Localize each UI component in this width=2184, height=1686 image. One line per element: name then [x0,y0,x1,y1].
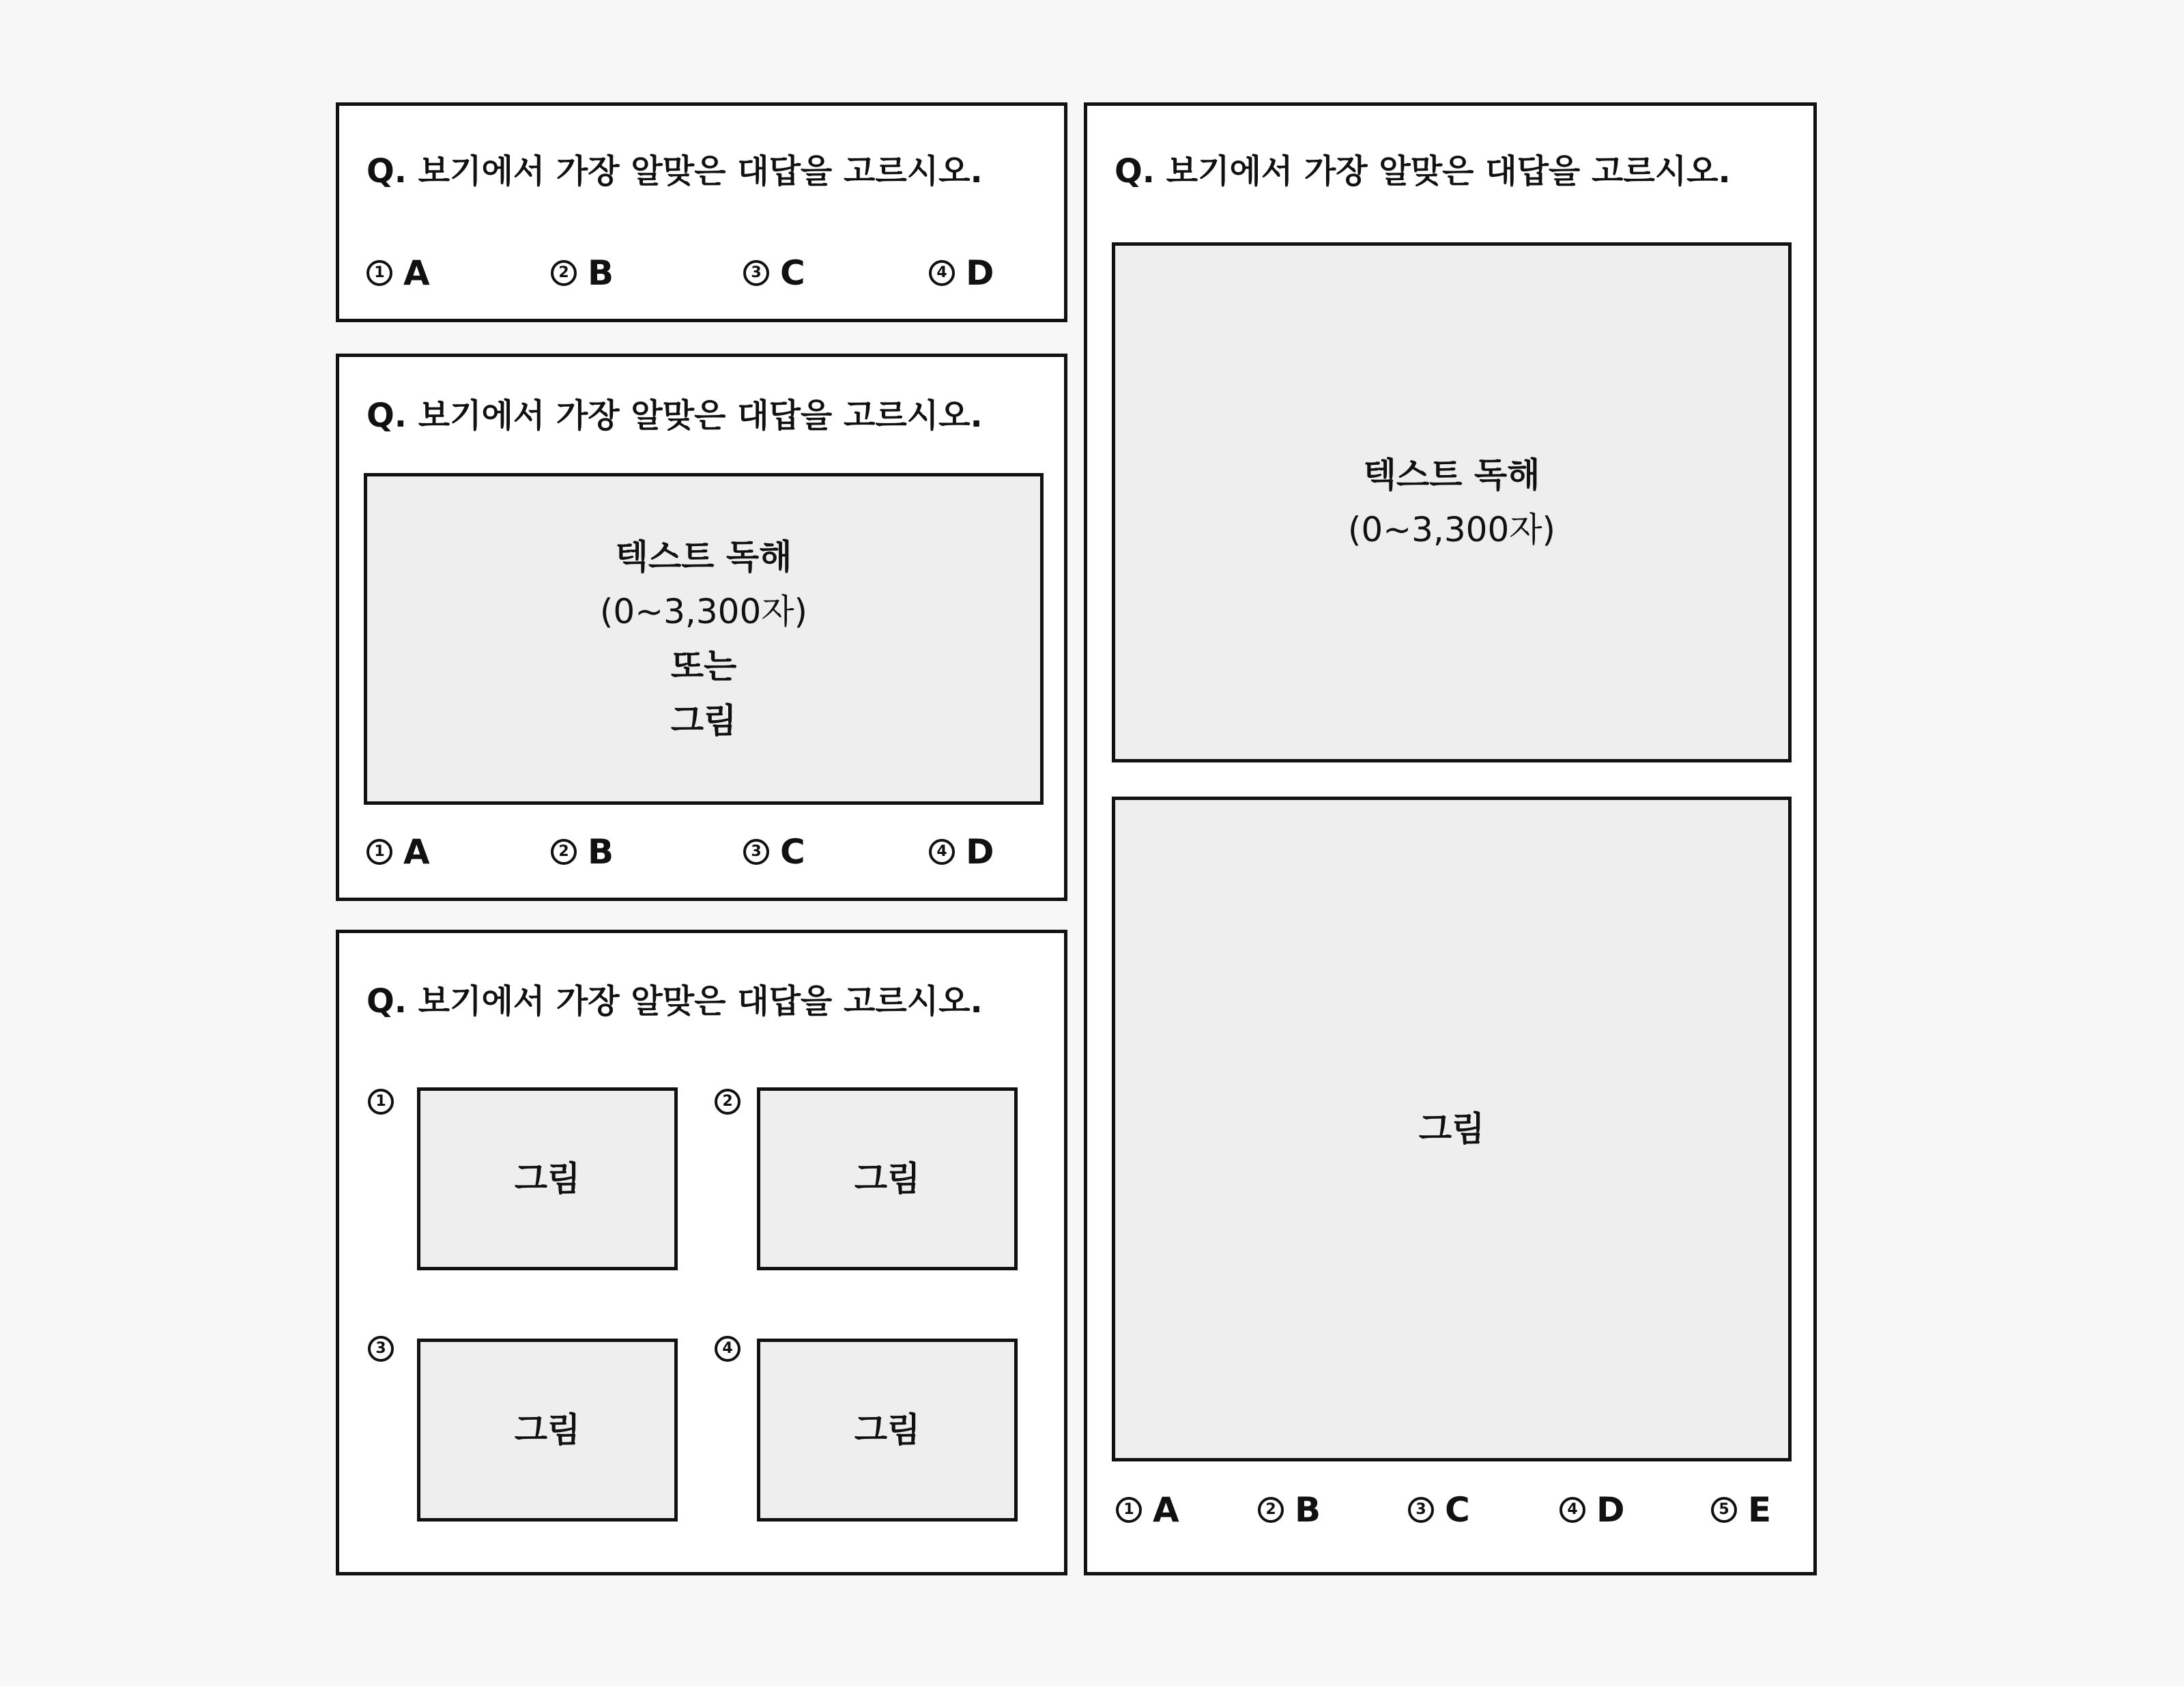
image-placeholder-label: 그림 [854,1159,921,1199]
image-option-1[interactable] [417,1087,678,1270]
option-1[interactable] [367,253,430,293]
option-label: D [966,253,994,293]
passage-box-length: (0~3,300자) [1347,510,1556,549]
option-label: A [403,253,430,293]
option-label: D [966,832,994,872]
option-2[interactable] [551,253,614,293]
option-label: B [1295,1490,1321,1530]
circled-number-3: 3 [1408,1497,1434,1523]
image-placeholder-label: 그림 [514,1410,581,1450]
option-label: E [1748,1490,1772,1530]
circled-number-4: 4 [715,1336,741,1362]
option-label: B [588,832,614,872]
question-card-image-grid [336,930,1067,1575]
circled-number-1: 1 [367,260,392,286]
passage-box-length: (0~3,300자) [599,592,808,631]
passage-box-title: 텍스트 독해 [615,537,792,577]
image-option-3[interactable] [417,1339,678,1521]
circled-number-1: 1 [1116,1497,1142,1523]
passage-box-image: 그림 [670,701,737,741]
image-box-label: 그림 [1418,1109,1485,1149]
question-card-passage [336,354,1067,901]
option-label: A [1153,1490,1179,1530]
circled-number-4: 4 [1560,1497,1585,1523]
circled-number-3: 3 [743,839,769,865]
option-label: C [1445,1490,1470,1530]
option-label: A [403,832,430,872]
option-label: C [780,832,805,872]
option-2[interactable] [1258,1490,1321,1530]
option-4[interactable] [929,253,994,293]
option-3[interactable] [743,832,805,872]
passage-box [364,473,1044,805]
circled-number-4: 4 [929,839,955,865]
circled-number-4: 4 [929,260,955,286]
option-4[interactable] [929,832,994,872]
option-3[interactable] [743,253,805,293]
option-1[interactable] [367,832,430,872]
option-5[interactable] [1711,1490,1772,1530]
image-placeholder-label: 그림 [854,1410,921,1450]
circled-number-2: 2 [715,1089,741,1115]
image-placeholder-label: 그림 [514,1159,581,1199]
option-2[interactable] [551,832,614,872]
circled-number-2: 2 [1258,1497,1284,1523]
option-4[interactable] [1560,1490,1625,1530]
question-text: Q. 보기에서 가장 알맞은 대답을 고르시오. [1115,152,1731,190]
option-label: B [588,253,614,293]
circled-number-3: 3 [743,260,769,286]
passage-box-or: 또는 [670,646,737,686]
circled-number-3: 3 [368,1336,394,1362]
passage-box-title: 텍스트 독해 [1363,455,1540,495]
circled-number-2: 2 [551,839,577,865]
image-box [1112,797,1792,1461]
passage-box [1112,242,1792,762]
question-text: Q. 보기에서 가장 알맞은 대답을 고르시오. [367,982,983,1020]
question-text: Q. 보기에서 가장 알맞은 대답을 고르시오. [367,152,983,190]
question-card-basic [336,102,1067,322]
option-1[interactable] [1116,1490,1179,1530]
circled-number-1: 1 [367,839,392,865]
option-3[interactable] [1408,1490,1470,1530]
option-label: D [1596,1490,1625,1530]
image-option-4[interactable] [757,1339,1018,1521]
question-text: Q. 보기에서 가장 알맞은 대답을 고르시오. [367,397,983,435]
circled-number-2: 2 [551,260,577,286]
question-card-large [1084,102,1817,1575]
circled-number-5: 5 [1711,1497,1737,1523]
image-option-2[interactable] [757,1087,1018,1270]
option-label: C [780,253,805,293]
circled-number-1: 1 [368,1089,394,1115]
